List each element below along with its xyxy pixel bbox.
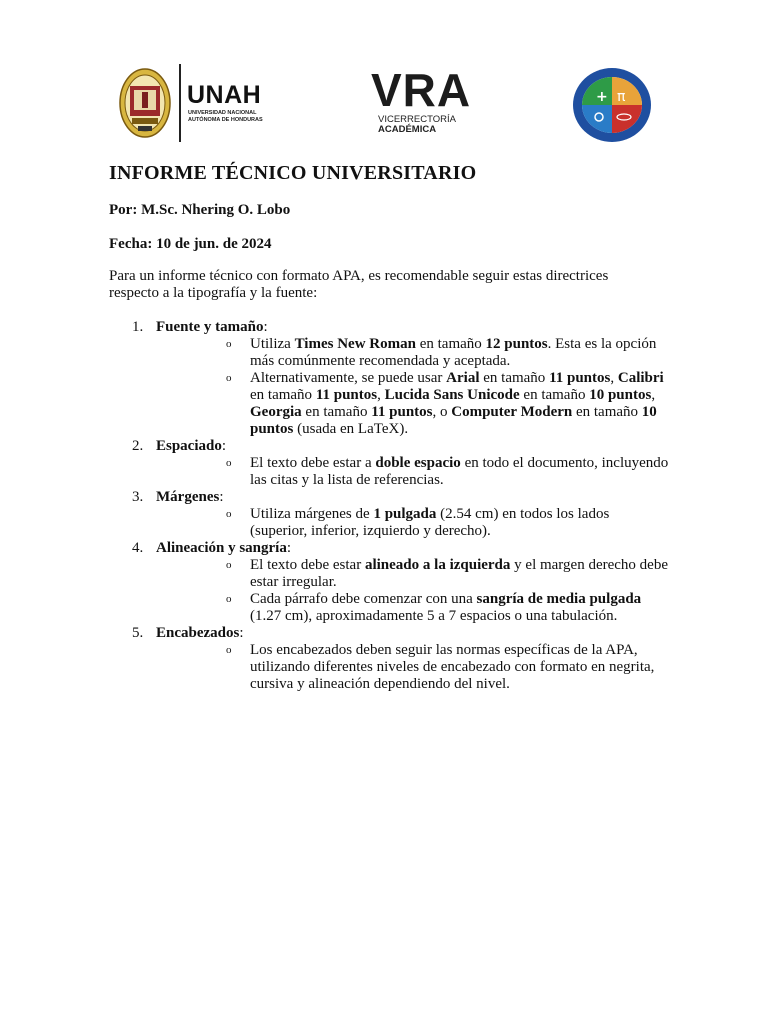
bullet-icon: o — [226, 593, 232, 605]
list-item: 4. Alineación y sangría: o El texto debe estar alineado a la izquierda y el margen derecho debe estar irregular. o Cada párrafo debe comenzar con una sangría de media pulgada (1.27 cm), aproximadamente 5 a 7 espacios o una tabulación. — [132, 540, 668, 624]
sub-list-item: o Cada párrafo debe comenzar con una sangría de media pulgada (1.27 cm), aproximadamente 5 a 7 espacios o una tabulación. — [226, 591, 642, 624]
bullet-icon: o — [226, 338, 232, 350]
list-item-number: 1. — [132, 319, 144, 335]
sub-list-item: o El texto debe estar a doble espacio en todo el documento, incluyendo las citas y la lista de referencias. — [226, 455, 669, 488]
list-item-number: 5. — [132, 625, 144, 641]
document-date: Fecha: 10 de jun. de 2024 — [109, 236, 272, 252]
sub-list-item: o Utiliza márgenes de 1 pulgada (2.54 cm) en todos los lados (superior, inferior, izquierdo y derecho). — [226, 506, 610, 539]
list-item-heading: Espaciado — [156, 438, 222, 454]
sub-list — [156, 506, 669, 540]
unah-logo-text: UNAH — [187, 81, 262, 109]
list-item-number: 4. — [132, 540, 144, 556]
document-title: INFORME TÉCNICO UNIVERSITARIO — [109, 162, 477, 184]
intro-paragraph: Para un informe técnico con formato APA, es recomendable seguir estas directrices respecto a la tipografía y la fuente: — [109, 268, 609, 301]
svg-text:+: + — [596, 89, 608, 105]
sub-list — [156, 336, 669, 438]
unah-seal-logo — [119, 68, 171, 138]
list-item-number: 2. — [132, 438, 144, 454]
list-item-number: 3. — [132, 489, 144, 505]
vra-logo-subtitle-2: ACADÉMICA — [378, 124, 437, 135]
list-item-heading: Encabezados — [156, 625, 240, 641]
sub-list — [156, 455, 669, 489]
sub-list — [156, 642, 669, 693]
sub-list-item: o El texto debe estar alineado a la izquierda y el margen derecho debe estar irregular. — [226, 557, 668, 590]
sub-list-item: o Utiliza Times New Roman en tamaño 12 puntos. Esta es la opción más comúnmente recomendada y aceptada. — [226, 336, 657, 369]
list-item-heading: Márgenes — [156, 489, 220, 505]
list-item-heading: Alineación y sangría — [156, 540, 287, 556]
unah-logo-subtitle: UNIVERSIDAD NACIONAL AUTÓNOMA DE HONDURAS — [188, 110, 263, 123]
sub-list — [156, 557, 669, 625]
list-item: 1. Fuente y tamaño: o Utiliza Times New Roman en tamaño 12 puntos. Esta es la opción más comúnmente recomendada y aceptada. o Alternativamente, se puede usar Arial en tamaño 11 puntos, Calibri en tamaño 11 puntos, Lucida Sans Unicode en tamaño 10 puntos, Georgia en tamaño 11 puntos, o Computer Modern en tamaño 10 puntos (usada en LaTeX). — [109, 319, 669, 438]
bullet-icon: o — [226, 559, 232, 571]
bullet-icon: o — [226, 508, 232, 520]
list-item: 2. Espaciado: o El texto debe estar a doble espacio en todo el documento, incluyendo las citas y la lista de referencias. — [132, 438, 669, 488]
bullet-icon: o — [226, 457, 232, 469]
unah-divider — [179, 64, 181, 142]
bullet-icon: o — [226, 372, 232, 384]
sub-list-item: o Los encabezados deben seguir las normas específicas de la APA, utilizando diferentes niveles de encabezado con formato en negrita, cursiva y alineación dependiendo del nivel. — [226, 642, 655, 692]
list-item-heading: Fuente y tamaño — [156, 319, 264, 335]
document-author: Por: M.Sc. Nhering O. Lobo — [109, 202, 291, 218]
faculty-seal-logo — [572, 67, 652, 143]
svg-text:π: π — [617, 89, 626, 105]
bullet-icon: o — [226, 644, 232, 656]
sub-list-item: o Alternativamente, se puede usar Arial en tamaño 11 puntos, Calibri en tamaño 11 puntos, Lucida Sans Unicode en tamaño 10 puntos, Georgia en tamaño 11 puntos, o Computer Modern en tamaño 10 puntos (usada en LaTeX). — [226, 370, 664, 437]
guidelines-list — [109, 319, 669, 693]
vra-logo-subtitle-1: VICERRECTORÍA — [378, 114, 456, 125]
vra-logo-text: VRA — [371, 64, 472, 116]
list-item: 3. Márgenes: o Utiliza márgenes de 1 pulgada (2.54 cm) en todos los lados (superior, inferior, izquierdo y derecho). — [109, 489, 669, 540]
list-item: 5. Encabezados: o Los encabezados deben seguir las normas específicas de la APA, utilizando diferentes niveles de encabezado con formato en negrita, cursiva y alineación dependiendo del nivel. — [109, 625, 669, 693]
